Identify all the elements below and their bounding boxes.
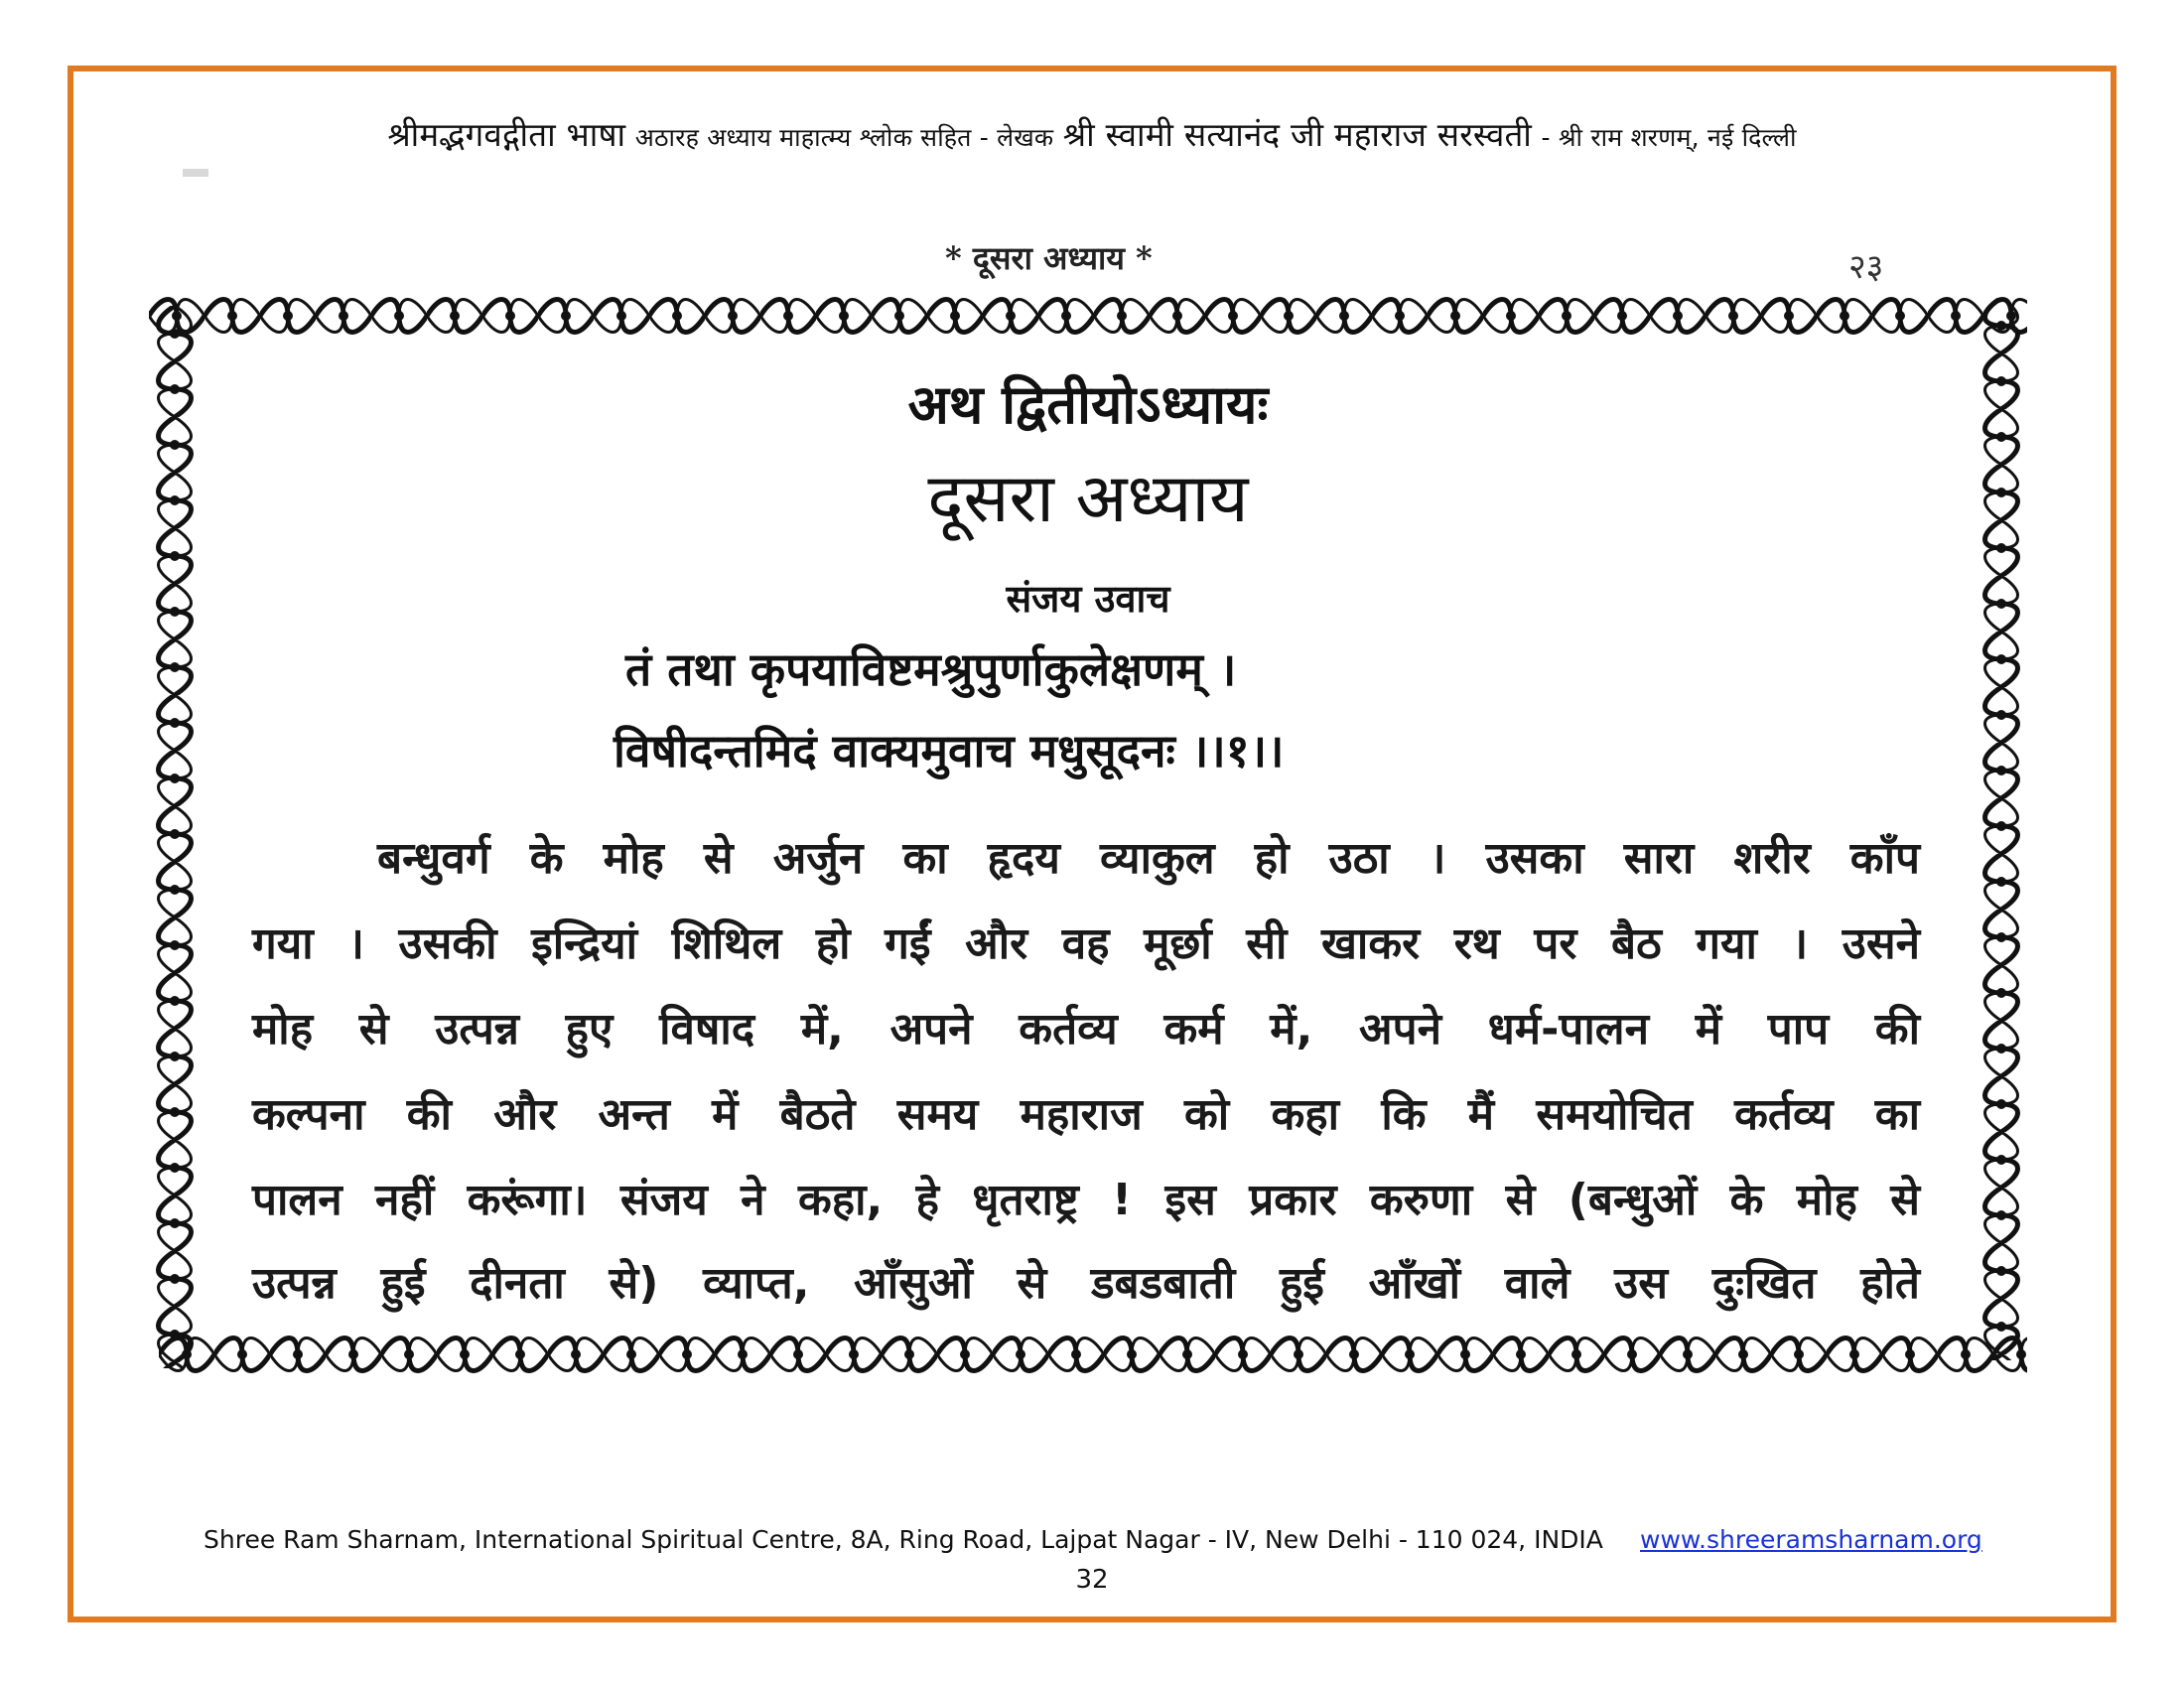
commentary-line-2: गया । उसकी इन्द्रियां शिथिल हो गईं और वह मूर्छा सी खाकर रथ पर बैठ गया । उसने	[252, 918, 1920, 969]
verse-line-1: तं तथा कृपयाविष्टमश्रुपुर्णाकुलेक्षणम् ।	[625, 642, 1237, 696]
website-link[interactable]: www.shreeramsharnam.org	[1640, 1525, 1982, 1554]
scanned-page	[149, 290, 2027, 1374]
chapter-title-hindi: दूसरा अध्याय	[927, 460, 1249, 538]
commentary-line-4: कल्पना की और अन्त में बैठते समय महाराज को कहा कि मैं समयोचित कर्तव्य का	[252, 1089, 1920, 1140]
commentary-line-3: मोह से उत्पन्न हुए विषाद में, अपने कर्तव्य कर्म में, अपने धर्म-पालन में पाप की	[252, 1004, 1920, 1055]
document-header	[99, 111, 2085, 156]
chapter-title-sanskrit: अथ द्वितीयोऽध्यायः	[907, 373, 1269, 436]
commentary-line-6: उत्पन्न हुई दीनता से) व्याप्त, आँसुओं से डबडबाती हुई आँखों वाले उस दुःखित होते	[252, 1258, 1920, 1309]
header-publisher: - श्री राम शरणम्, नई दिल्ली	[1541, 123, 1797, 152]
footer-address: Shree Ram Sharnam, International Spiritual Centre, 8A, Ring Road, Lajpat Nagar - IV, New Delhi - 110 024, INDIA	[204, 1525, 1603, 1554]
header-title-gita: श्रीमद्भगवद्गीता भाषा	[387, 115, 626, 154]
scan-smudge	[183, 169, 208, 177]
commentary-line-1: बन्धुवर्ग के मोह से अर्जुन का हृदय व्याकुल हो उठा । उसका सारा शरीर काँप	[377, 833, 1920, 884]
ornament-border-top	[149, 290, 2027, 342]
header-author: श्री स्वामी सत्यानंद जी महाराज सरस्वती	[1062, 115, 1533, 154]
page-number: 32	[1075, 1565, 1109, 1595]
scan-page-number: २३	[1848, 247, 1884, 287]
header-subtitle: अठारह अध्याय माहात्म्य श्लोक सहित - लेखक	[634, 123, 1054, 152]
commentary-line-5: पालन नहीं करूंगा। संजय ने कहा, हे धृतराष्ट्र ! इस प्रकार करुणा से (बन्धुओं के मोह से	[252, 1175, 1920, 1225]
verse-line-2: विषीदन्तमिदं वाक्यमुवाच मधुसूदनः ।।१।।	[614, 724, 1285, 777]
scan-running-head: * दूसरा अध्याय *	[945, 239, 1153, 277]
speaker-label: संजय उवाच	[1006, 577, 1170, 621]
ornament-border-bottom	[159, 1329, 2027, 1378]
